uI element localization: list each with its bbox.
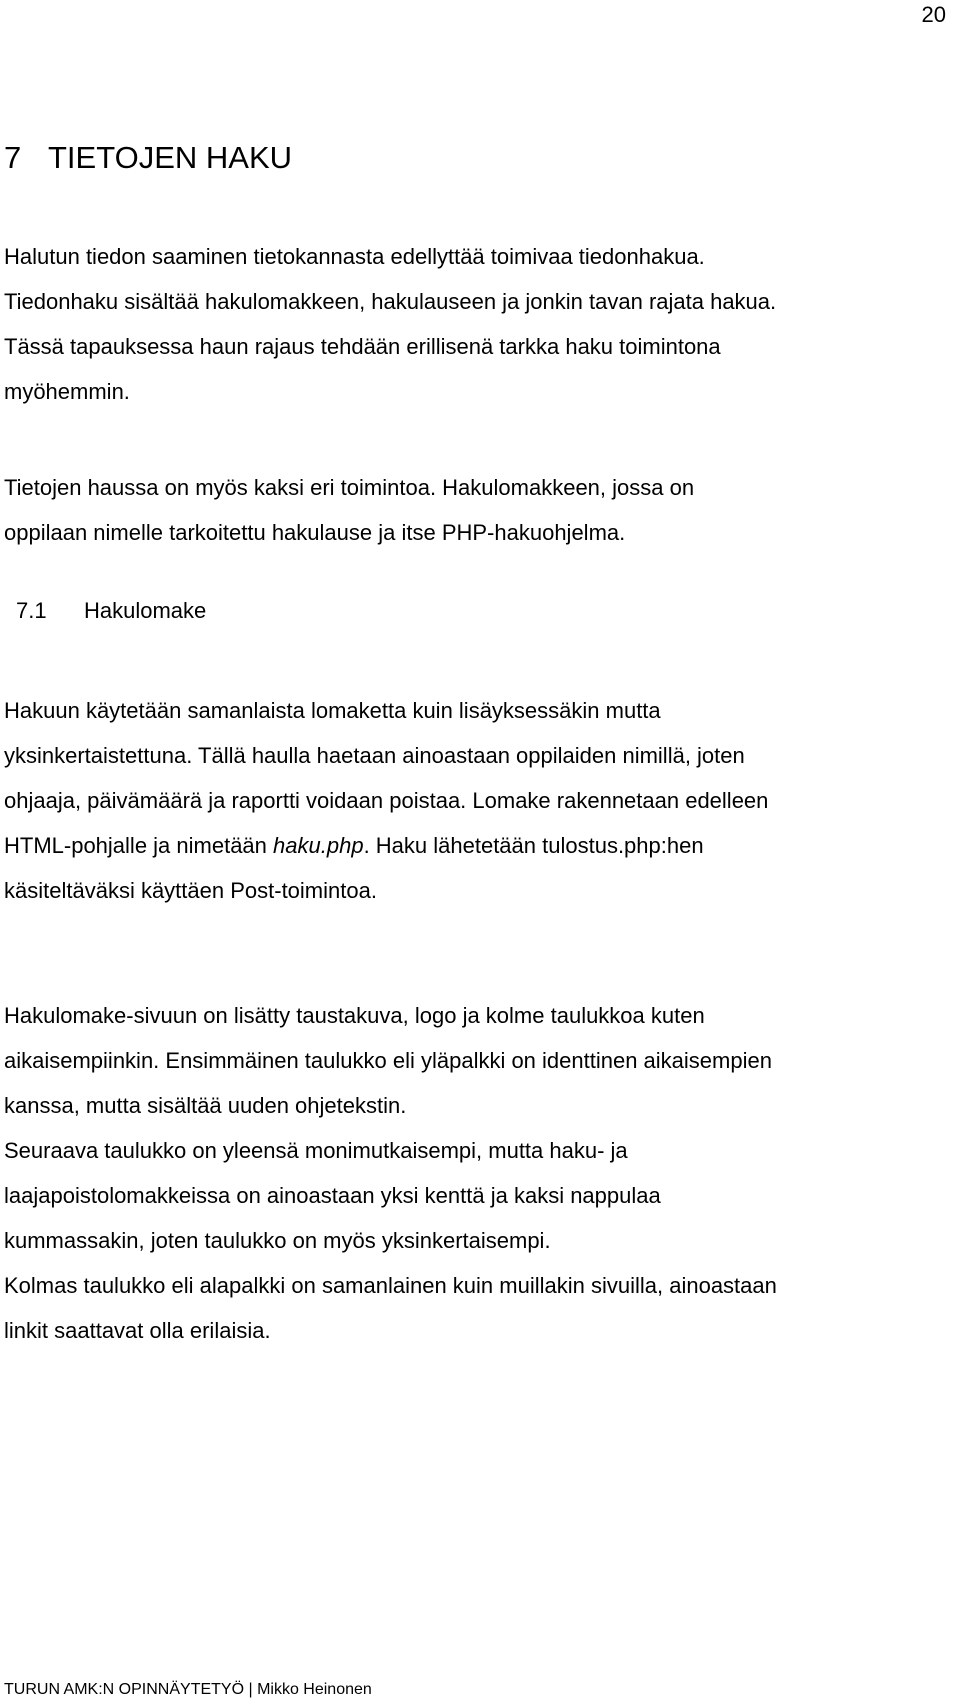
paragraph-line: käsiteltäväksi käyttäen Post-toimintoa. xyxy=(4,878,377,903)
section-paragraph-2 xyxy=(4,993,954,1353)
paragraph-line: kanssa, mutta sisältää uuden ohjetekstin. xyxy=(4,1093,407,1118)
section-heading xyxy=(4,598,206,624)
paragraph-line: myöhemmin. xyxy=(4,379,130,404)
paragraph-line: Tässä tapauksessa haun rajaus tehdään erillisenä tarkka haku toimintona xyxy=(4,334,721,359)
page-footer: TURUN AMK:N OPINNÄYTETYÖ | Mikko Heinonen xyxy=(4,1681,372,1698)
page-number: 20 xyxy=(921,2,946,27)
paragraph-line: Hakuun käytetään samanlaista lomaketta kuin lisäyksessäkin mutta xyxy=(4,698,661,723)
paragraph-line: Tiedonhaku sisältää hakulomakkeen, hakulauseen ja jonkin tavan rajata hakua. xyxy=(4,289,777,314)
paragraph-line: Hakulomake-sivuun on lisätty taustakuva, logo ja kolme taulukkoa kuten xyxy=(4,1003,705,1028)
intro-paragraph-2 xyxy=(4,465,954,555)
paragraph-line: Tietojen haussa on myös kaksi eri toimintoa. Hakulomakkeen, jossa on xyxy=(4,475,695,500)
paragraph-line: laajapoistolomakkeissa on ainoastaan yksi kenttä ja kaksi nappulaa xyxy=(4,1183,661,1208)
paragraph-line: kummassakin, joten taulukko on myös yksinkertaisempi. xyxy=(4,1228,551,1253)
paragraph-line: Seuraava taulukko on yleensä monimutkaisempi, mutta haku- ja xyxy=(4,1138,628,1163)
chapter-heading xyxy=(4,140,292,176)
chapter-title: TIETOJEN HAKU xyxy=(48,140,293,175)
paragraph-line: Halutun tiedon saaminen tietokannasta edellyttää toimivaa tiedonhakua. xyxy=(4,244,705,269)
paragraph-line: linkit saattavat olla erilaisia. xyxy=(4,1318,271,1343)
paragraph-line: yksinkertaistettuna. Tällä haulla haetaan ainoastaan oppilaiden nimillä, joten xyxy=(4,743,745,768)
file-name: haku.php xyxy=(273,833,364,858)
intro-paragraph-1 xyxy=(4,234,954,414)
paragraph-line: oppilaan nimelle tarkoitettu hakulause ja itse PHP-hakuohjelma. xyxy=(4,520,626,545)
section-number: 7.1 xyxy=(16,598,47,623)
section-paragraph-1 xyxy=(4,688,954,913)
paragraph-line: . Haku lähetetään tulostus.php:hen xyxy=(363,833,704,858)
paragraph-line: ohjaaja, päivämäärä ja raportti voidaan poistaa. Lomake rakennetaan edelleen xyxy=(4,788,769,813)
paragraph-line: Kolmas taulukko eli alapalkki on samanlainen kuin muillakin sivuilla, ainoastaan xyxy=(4,1273,777,1298)
section-title: Hakulomake xyxy=(84,598,207,623)
chapter-number: 7 xyxy=(4,140,22,175)
paragraph-line: HTML-pohjalle ja nimetään xyxy=(4,833,274,858)
paragraph-line: aikaisempiinkin. Ensimmäinen taulukko eli yläpalkki on identtinen aikaisempien xyxy=(4,1048,772,1073)
